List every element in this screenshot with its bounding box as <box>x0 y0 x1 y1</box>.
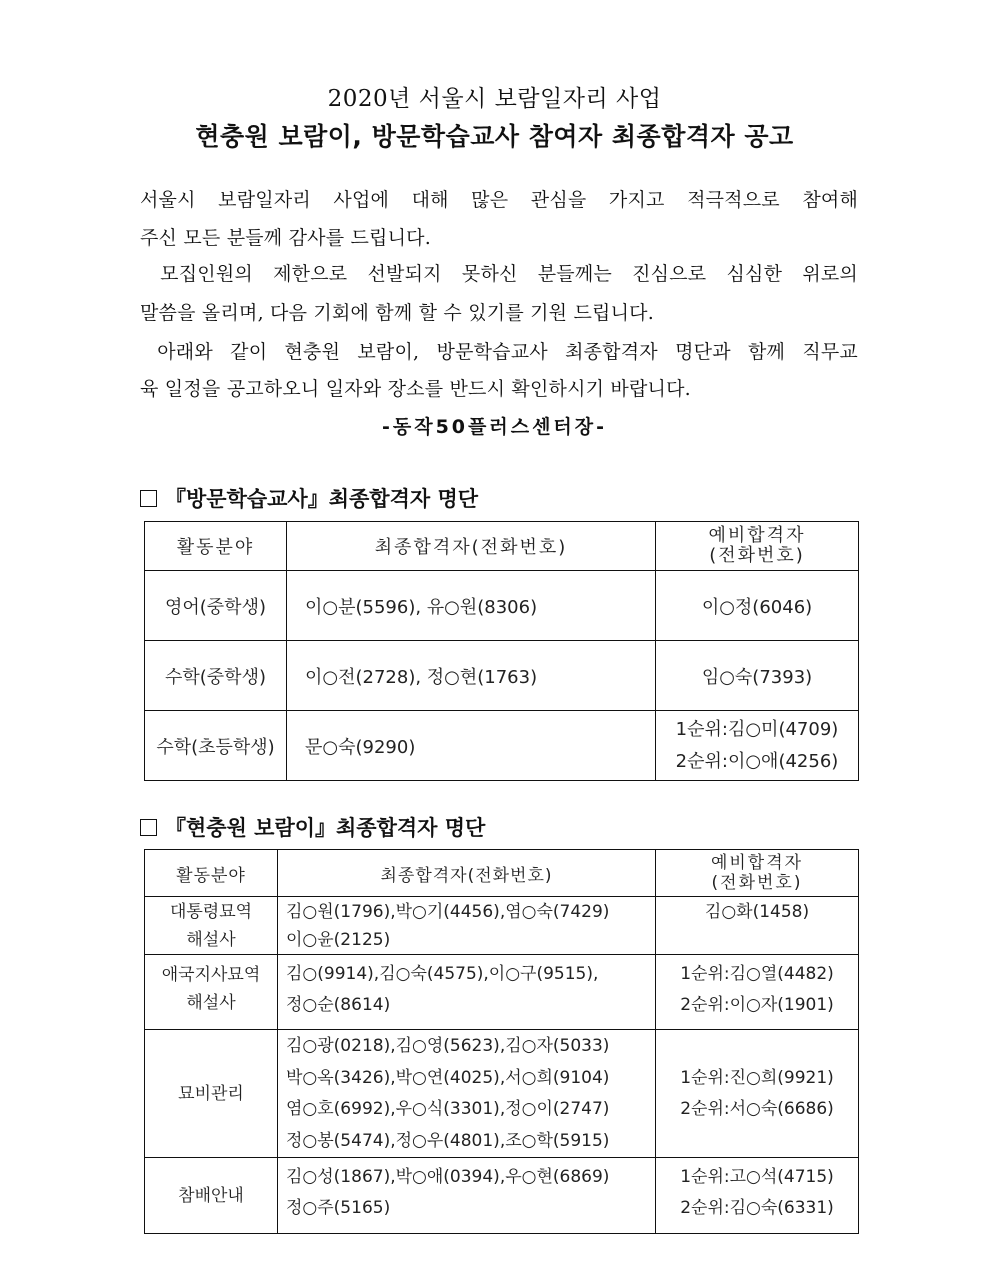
finalists-line: 김○(9914),김○숙(4575),이○구(9515), <box>286 964 599 984</box>
intro-line-5: 아래와 같이 현충원 보람이, 방문학습교사 최종합격자 명단과 함께 직무교 <box>140 341 858 363</box>
field-cell: 수학(초등학생) <box>145 711 287 781</box>
reserve-cell <box>656 897 859 955</box>
reserve-line: 2순위:김○숙(6331) <box>680 1198 834 1218</box>
checkbox-square-icon <box>140 819 157 836</box>
finalists-line: 정○순(8614) <box>286 995 391 1015</box>
field-cell: 영어(중학생) <box>145 571 287 641</box>
intro-line-6: 육 일정을 공고하오니 일자와 장소를 반드시 확인하시기 바랍니다. <box>140 378 691 400</box>
field-cell <box>145 897 278 955</box>
table-header-row <box>145 850 859 897</box>
section-2-heading-text: 『현충원 보람이』최종합격자 명단 <box>165 816 486 840</box>
reserve-cell: 이○정(6046) <box>656 571 859 641</box>
reserve-line: 1순위:김○미(4709) <box>675 719 839 740</box>
reserve-line: 1순위:진○희(9921) <box>680 1067 834 1088</box>
finalists-cell <box>278 897 656 955</box>
field-line: 애국지사묘역 <box>161 965 261 985</box>
table-row <box>145 571 859 641</box>
field-line: 대통령묘역 <box>169 902 253 922</box>
intro-line-2: 주신 모든 분들께 감사를 드립니다. <box>140 227 431 249</box>
table-row <box>145 711 859 781</box>
finalists-line: 이○윤(2125) <box>286 930 391 950</box>
reserve-line: 1순위:김○열(4482) <box>680 964 834 984</box>
intro-line-3: 모집인원의 제한으로 선발되지 못하신 분들께는 진심으로 심심한 위로의 <box>140 263 858 285</box>
visiting-teacher-table <box>144 521 859 781</box>
table-row <box>145 897 859 955</box>
intro-line-4: 말씀을 올리며, 다음 기회에 함께 할 수 있기를 기원 드립니다. <box>140 302 654 324</box>
header-reserve-line-1: 예비합격자 <box>708 525 806 546</box>
table-row <box>145 1158 859 1234</box>
reserve-line: 2순위:서○숙(6686) <box>680 1098 834 1119</box>
header-finalists: 최종합격자(전화번호) <box>287 522 656 571</box>
checkbox-square-icon <box>140 490 157 507</box>
table-row <box>145 641 859 711</box>
header-reserve-line-2: (전화번호) <box>711 873 803 893</box>
header-finalists: 최종합격자(전화번호) <box>278 850 656 897</box>
finalists-cell <box>278 955 656 1030</box>
finalists-line: 김○광(0218),김○영(5623),김○자(5033) <box>286 1036 610 1056</box>
header-field: 활동분야 <box>145 850 278 897</box>
reserve-line: 2순위:이○애(4256) <box>675 751 839 772</box>
title-line-2: 현충원 보람이, 방문학습교사 참여자 최종합격자 공고 <box>195 122 794 151</box>
finalists-line: 김○성(1867),박○애(0394),우○현(6869) <box>286 1167 610 1187</box>
finalists-cell: 이○전(2728), 정○현(1763) <box>287 641 656 711</box>
finalists-cell: 이○분(5596), 유○원(8306) <box>287 571 656 641</box>
intro-line-1: 서울시 보람일자리 사업에 대해 많은 관심을 가지고 적극적으로 참여해 <box>140 189 858 211</box>
finalists-cell <box>278 1030 656 1158</box>
field-cell: 수학(중학생) <box>145 641 287 711</box>
reserve-cell <box>656 1030 859 1158</box>
reserve-cell: 임○숙(7393) <box>656 641 859 711</box>
reserve-line: 2순위:이○자(1901) <box>680 995 834 1015</box>
field-cell: 참배안내 <box>145 1158 278 1234</box>
reserve-cell <box>656 955 859 1030</box>
header-reserve-line-1: 예비합격자 <box>710 853 804 873</box>
header-reserve <box>656 850 859 897</box>
finalists-line: 염○호(6992),우○식(3301),정○이(2747) <box>286 1099 610 1119</box>
table-row <box>145 1030 859 1158</box>
field-cell: 묘비관리 <box>145 1030 278 1158</box>
title-line-1: 2020년 서울시 보람일자리 사업 <box>327 86 662 112</box>
finalists-line: 정○주(5165) <box>286 1198 391 1218</box>
section-2-heading <box>140 814 485 842</box>
finalists-line: 정○봉(5474),정○우(4801),조○학(5915) <box>286 1130 610 1151</box>
cemetery-helper-table <box>144 849 859 1234</box>
table-row <box>145 955 859 1030</box>
reserve-line: 1순위:고○석(4715) <box>680 1167 834 1187</box>
table-header-row <box>145 522 859 571</box>
reserve-cell <box>656 711 859 781</box>
field-line: 해설사 <box>186 930 236 950</box>
section-1-heading <box>140 485 478 513</box>
header-reserve <box>656 522 859 571</box>
finalists-cell <box>278 1158 656 1234</box>
reserve-cell <box>656 1158 859 1234</box>
header-reserve-line-2: (전화번호) <box>709 545 805 566</box>
field-line: 해설사 <box>186 993 236 1013</box>
finalists-line: 김○원(1796),박○기(4456),염○숙(7429) <box>286 902 610 922</box>
field-cell <box>145 955 278 1030</box>
section-1-heading-text: 『방문학습교사』최종합격자 명단 <box>165 487 479 511</box>
finalists-line: 박○옥(3426),박○연(4025),서○희(9104) <box>286 1067 610 1088</box>
header-field: 활동분야 <box>145 522 287 571</box>
finalists-cell: 문○숙(9290) <box>287 711 656 781</box>
reserve-line: 김○화(1458) <box>704 902 810 922</box>
signature: -동작50플러스센터장- <box>381 416 608 438</box>
